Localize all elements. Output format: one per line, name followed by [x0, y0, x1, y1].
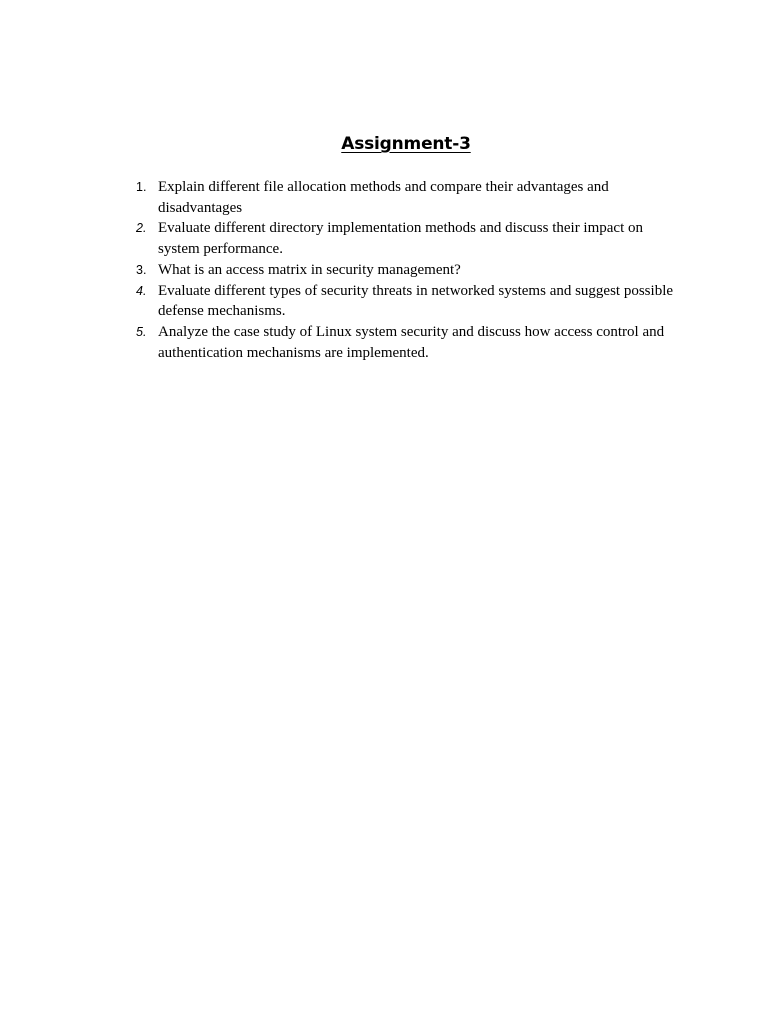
list-item — [136, 322, 681, 363]
list-item — [136, 177, 681, 218]
list-item-number: 4. — [136, 283, 147, 298]
list-item-number: 1. — [136, 180, 147, 194]
list-item-number: 2. — [136, 221, 147, 236]
list-item — [136, 260, 681, 281]
list-item-text: Analyze the case study of Linux system security and discuss how access control and authentication mechanisms are implemented. — [158, 323, 665, 361]
list-item-number: 5. — [136, 324, 147, 339]
list-item-number: 3. — [136, 262, 147, 277]
list-item — [136, 218, 681, 259]
list-item-text: Evaluate different types of security threats in networked systems and suggest possible defense mechanisms. — [158, 282, 674, 320]
list-item — [136, 281, 681, 322]
page-title: Assignment-3 — [341, 134, 471, 154]
list-item-text: What is an access matrix in security management? — [158, 261, 461, 278]
question-list — [136, 177, 681, 363]
list-item-text: Explain different file allocation methods and compare their advantages and disadvantages — [158, 179, 609, 216]
list-item-text: Evaluate different directory implementation methods and discuss their impact on system performance. — [158, 220, 644, 258]
